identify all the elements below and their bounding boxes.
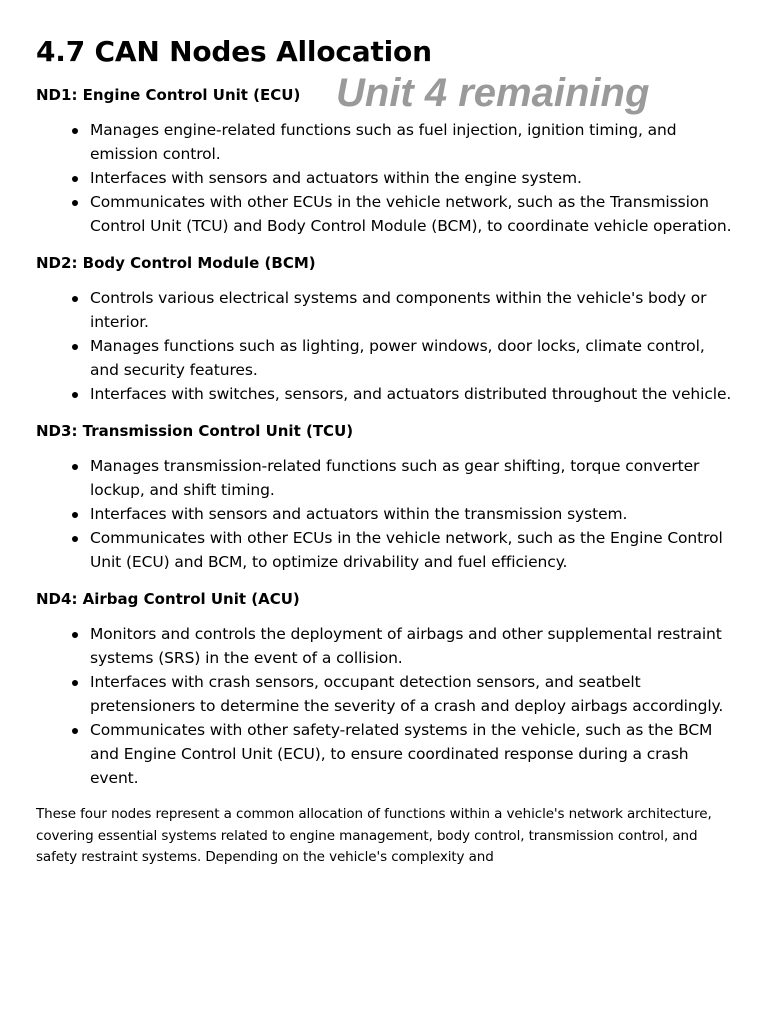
bullet-item: Manages engine-related functions such as fuel injection, ignition timing, and emission control. — [36, 118, 738, 166]
bullet-list — [36, 286, 738, 406]
section-nd3 — [36, 420, 738, 574]
section-heading: ND1: Engine Control Unit (ECU) — [36, 86, 301, 104]
bullet-item: Communicates with other safety-related systems in the vehicle, such as the BCM and Engine Control Unit (ECU), to ensure coordinated response during a crash event. — [36, 718, 738, 790]
page-title: 4.7 CAN Nodes Allocation — [36, 35, 432, 68]
bullet-item: Interfaces with sensors and actuators within the transmission system. — [36, 502, 738, 526]
watermark-text: Unit 4 remaining — [336, 71, 650, 115]
section-heading: ND2: Body Control Module (BCM) — [36, 254, 316, 272]
section-nd4 — [36, 588, 738, 790]
bullet-item: Interfaces with switches, sensors, and actuators distributed throughout the vehicle. — [36, 382, 738, 406]
closing-paragraph: These four nodes represent a common allocation of functions within a vehicle's network architecture, covering essential systems related to engine management, body control, transmission control, and safety restraint systems. Depending on the vehicle's complexity and — [36, 806, 712, 865]
bullet-item: Manages transmission-related functions such as gear shifting, torque converter lockup, and shift timing. — [36, 454, 738, 502]
bullet-list — [36, 118, 738, 238]
bullet-list — [36, 454, 738, 574]
bullet-item: Manages functions such as lighting, power windows, door locks, climate control, and security features. — [36, 334, 738, 382]
bullet-item: Communicates with other ECUs in the vehicle network, such as the Transmission Control Unit (TCU) and Body Control Module (BCM), to coordinate vehicle operation. — [36, 190, 738, 238]
bullet-item: Interfaces with crash sensors, occupant detection sensors, and seatbelt pretensioners to determine the severity of a crash and deploy airbags accordingly. — [36, 670, 738, 718]
section-nd2 — [36, 252, 738, 406]
bullet-item: Controls various electrical systems and components within the vehicle's body or interior. — [36, 286, 738, 334]
section-heading: ND4: Airbag Control Unit (ACU) — [36, 590, 300, 608]
bullet-list — [36, 622, 738, 790]
bullet-item: Interfaces with sensors and actuators within the engine system. — [36, 166, 738, 190]
bullet-item: Monitors and controls the deployment of airbags and other supplemental restraint systems (SRS) in the event of a collision. — [36, 622, 738, 670]
section-heading: ND3: Transmission Control Unit (TCU) — [36, 422, 354, 440]
bullet-item: Communicates with other ECUs in the vehicle network, such as the Engine Control Unit (ECU) and BCM, to optimize drivability and fuel efficiency. — [36, 526, 738, 574]
